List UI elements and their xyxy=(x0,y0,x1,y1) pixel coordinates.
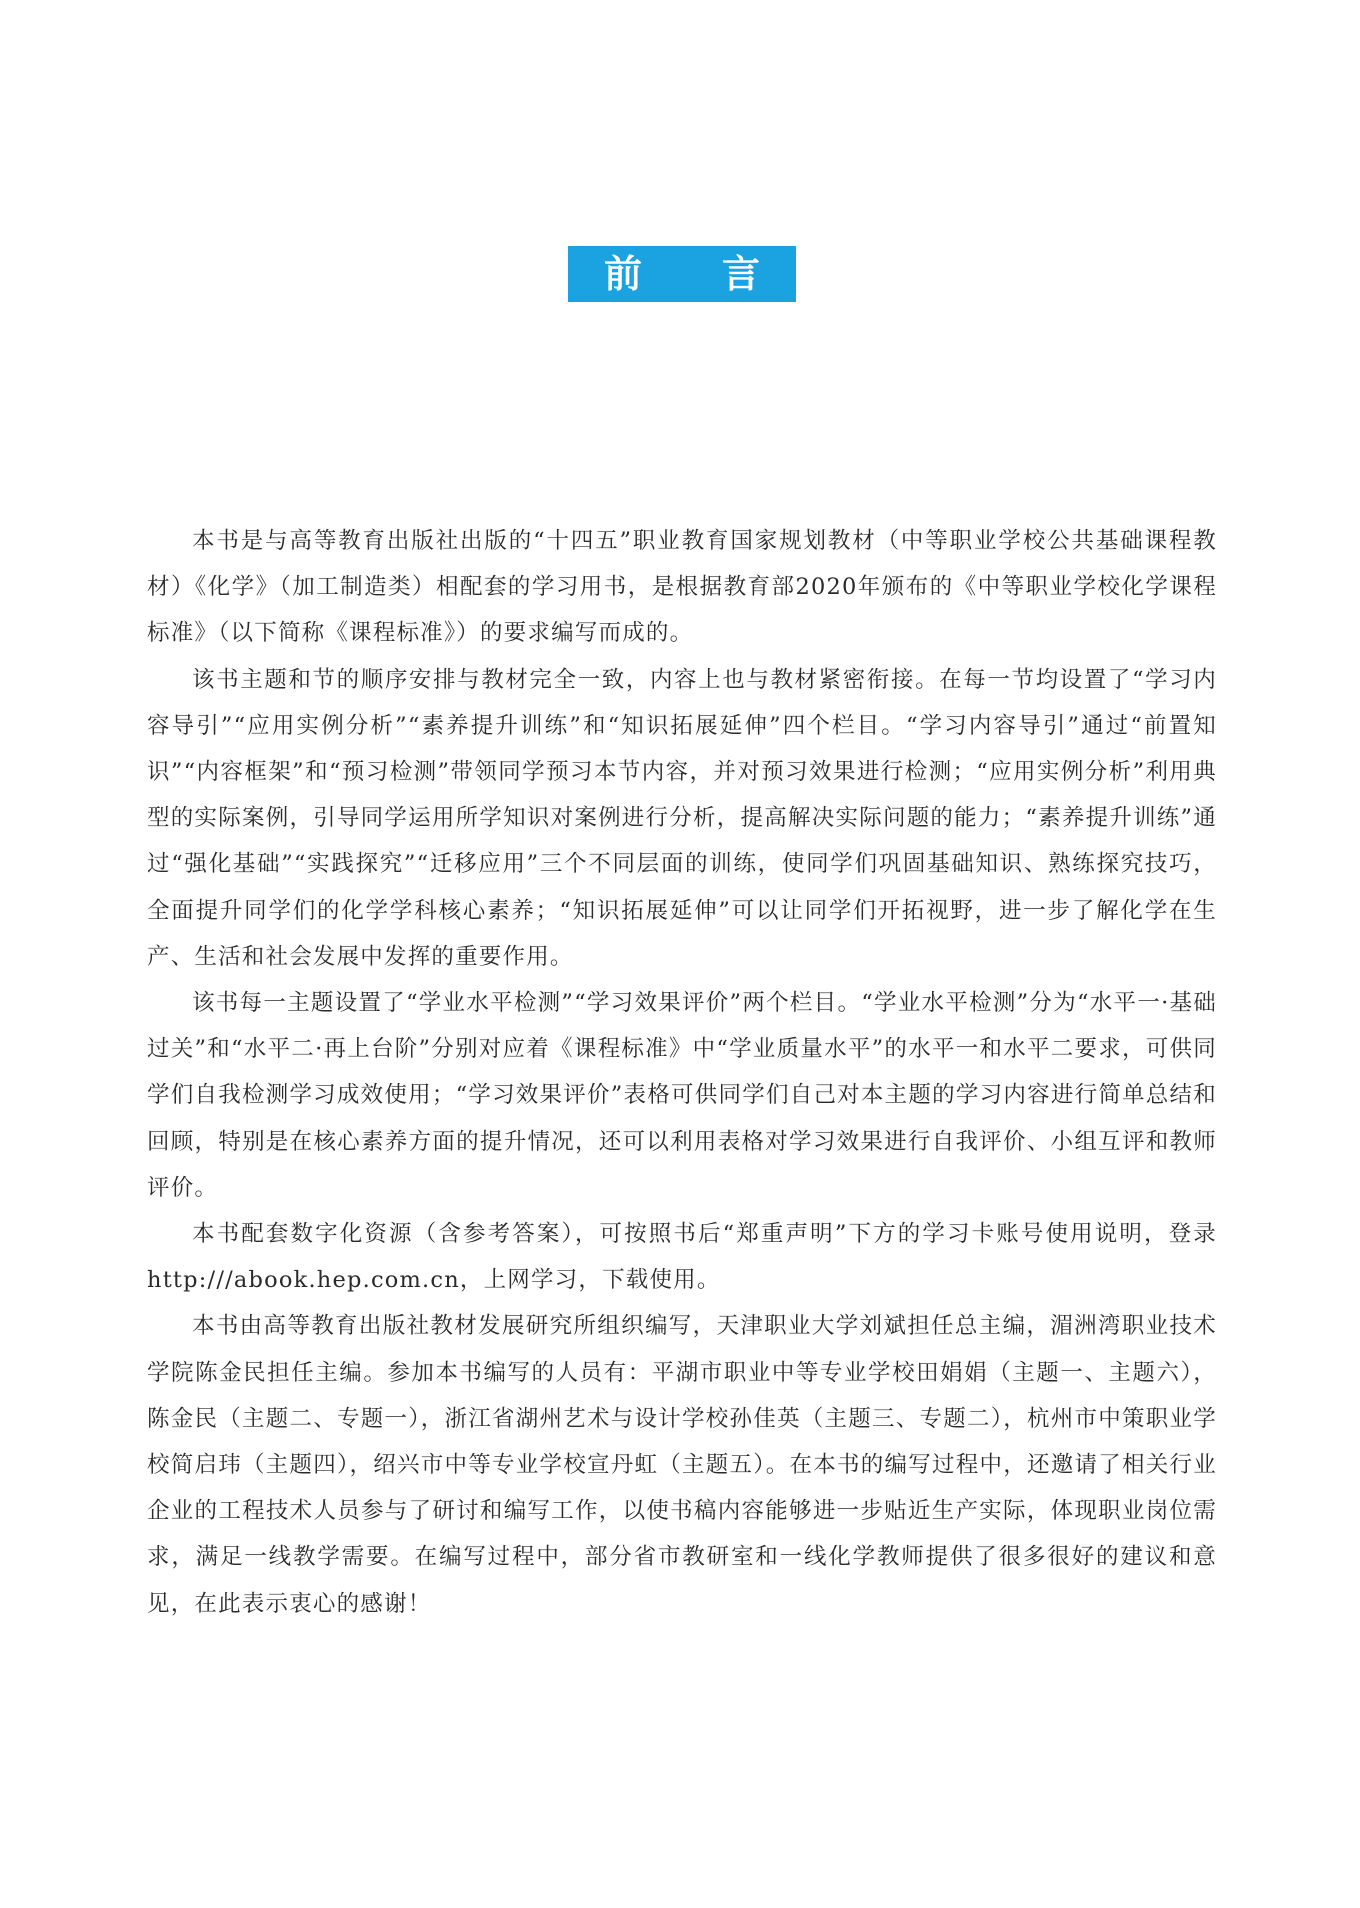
title-char-right: 言 xyxy=(722,251,761,296)
page-title xyxy=(603,251,761,296)
paragraph-3: 该书每一主题设置了“学业水平检测”“学习效果评价”两个栏目。“学业水平检测”分为“水平一·基础过关”和“水平二·再上台阶”分别对应着《课程标准》中“学业质量水平”的水平一和水平二要求，可供同学们自我检测学习成效使用；“学习效果评价”表格可供同学们自己对本主题的学习内容进行简单总结和回顾，特别是在核心素养方面的提升情况，还可以利用表格对学习效果进行自我评价、小组互评和教师评价。 xyxy=(147,990,1217,1201)
paragraph-1: 本书是与高等教育出版社出版的“十四五”职业教育国家规划教材（中等职业学校公共基础课程教材）《化学》（加工制造类）相配套的学习用书，是根据教育部2020年颁布的《中等职业学校化学课程标准》（以下简称《课程标准》）的要求编写而成的。 xyxy=(147,528,1217,647)
preface-body xyxy=(147,518,1217,1627)
paragraph-4: 本书配套数字化资源（含参考答案），可按照书后“郑重声明”下方的学习卡账号使用说明，登录 http:///abook.hep.com.cn，上网学习，下载使用。 xyxy=(147,1221,1217,1294)
title-char-left: 前 xyxy=(603,251,642,296)
paragraph-2: 该书主题和节的顺序安排与教材完全一致，内容上也与教材紧密衔接。在每一节均设置了“学习内容导引”“应用实例分析”“素养提升训练”和“知识拓展延伸”四个栏目。“学习内容导引”通过“前置知识”“内容框架”和“预习检测”带领同学预习本节内容，并对预习效果进行检测；“应用实例分析”利用典型的实际案例，引导同学运用所学知识对案例进行分析，提高解决实际问题的能力；“素养提升训练”通过“强化基础”“实践探究”“迁移应用”三个不同层面的训练，使同学们巩固基础知识、熟练探究技巧，全面提升同学们的化学学科核心素养；“知识拓展延伸”可以让同学们开拓视野，进一步了解化学在生产、生活和社会发展中发挥的重要作用。 xyxy=(147,666,1217,970)
paragraph-5: 本书由高等教育出版社教材发展研究所组织编写，天津职业大学刘斌担任总主编，湄洲湾职业技术学院陈金民担任主编。参加本书编写的人员有：平湖市职业中等专业学校田娟娟（主题一、主题六），陈金民（主题二、专题一），浙江省湖州艺术与设计学校孙佳英（主题三、专题二），杭州市中策职业学校简启玮（主题四），绍兴市中等专业学校宣丹虹（主题五）。在本书的编写过程中，还邀请了相关行业企业的工程技术人员参与了研讨和编写工作，以使书稿内容能够进一步贴近生产实际，体现职业岗位需求，满足一线教学需要。在编写过程中，部分省市教研室和一线化学教师提供了很多很好的建议和意见，在此表示衷心的感谢！ xyxy=(147,1313,1217,1617)
preface-title-banner xyxy=(568,246,796,302)
